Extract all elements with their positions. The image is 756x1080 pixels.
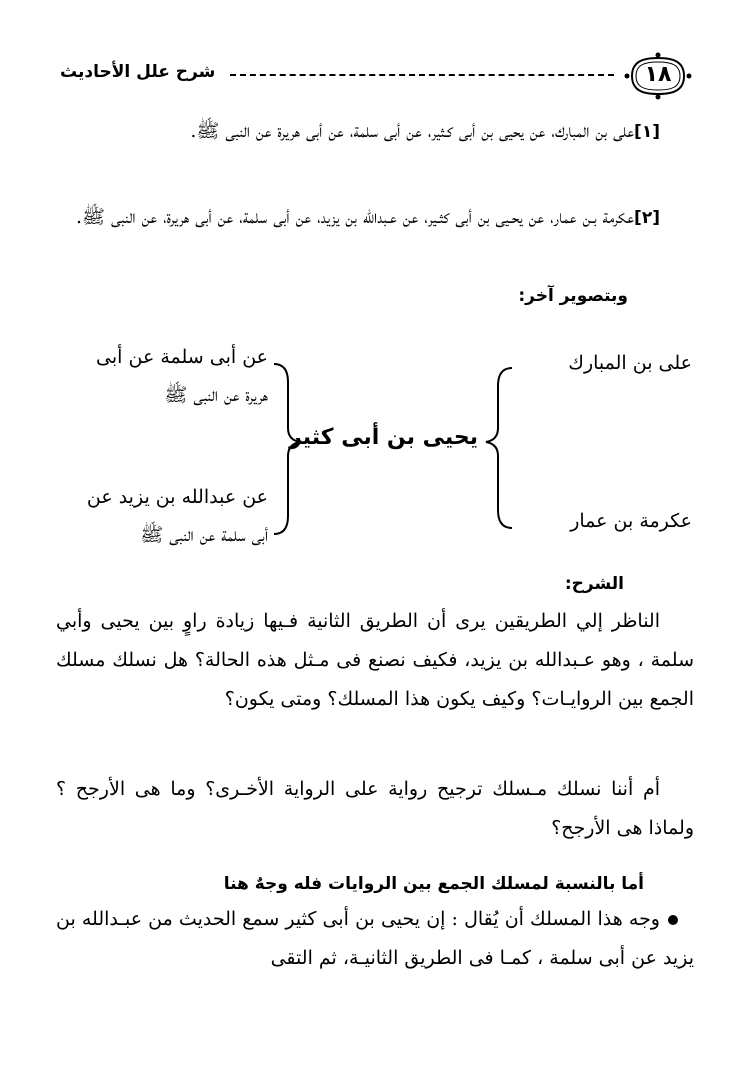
route-2-line-2: أبى سلمة عن النبى ﷺ (140, 524, 268, 546)
page-header (60, 52, 694, 100)
page-number-ornament (622, 52, 694, 100)
chain-2 (56, 198, 694, 238)
chain-2-number: [٢] (634, 208, 660, 228)
page-number: ١٨ (644, 62, 672, 87)
chain-1-text: على بن المبارك، عن يحيى بن أبى كـثير، عن أبى سلمة، عن أبى هريرة عن النبى ﷺ. (190, 120, 635, 142)
route-2-line-1: عن عبدالله بن يزيد عن (86, 486, 268, 508)
sharh-paragraph-2-text: أم أننا نسلك مـسلك ترجيح رواية على الرواية الأخـرى؟ وما هى الأرجح ؟ ولماذا هى الأرجح؟ (56, 778, 694, 839)
sharh-paragraph-1 (56, 602, 694, 719)
sharh-paragraph-2 (56, 770, 694, 848)
narrator-yahya: يحيى بن أبى كثير (289, 425, 478, 450)
header-rule (230, 74, 614, 76)
alt-heading: وبتصوير آخر: (518, 286, 628, 306)
chain-1-number: [١] (634, 122, 660, 142)
sharh-heading: الشرح: (564, 574, 624, 594)
chain-1 (56, 112, 694, 152)
narrator-ali: على بن المبارك (568, 352, 692, 374)
bullet-paragraph (56, 900, 694, 978)
jam-heading: أما بالنسبة لمسلك الجمع بين الروايات فله وجهٌ هنا (223, 874, 644, 894)
narrator-ikrima: عكرمة بن عمار (570, 510, 692, 532)
bullet-paragraph-text: وجه هذا المسلك أن يُقال : إن يحيى بن أبى كثير سمع الحديث من عبـدالله بن يزيد عن أبى سلمة ، كمـا فى الطريق الثانيـة، ثم التقى (56, 908, 694, 969)
bullet-icon (668, 915, 678, 925)
route-1-line-1: عن أبى سلمة عن أبى (96, 346, 268, 368)
sharh-paragraph-1-text: الناظر إلي الطريقين يرى أن الطريق الثانية فـيها زيادة راوٍ بين يحيى وأبي سلمة ، وهو عـبدالله بن يزيد، فكيف نصنع فى مـثل هذه الحالة؟ هل نسلك مسلك الجمع بين الروايـات؟ وكيف يكون هذا المسلك؟ ومتى يكون؟ (56, 610, 694, 710)
chain-2-text: عكرمة بـن عمار، عن يحـيى بن أبى كثـير، عن عـبدالله بن يزيد، عن أبى سلمة، عن أبى هريرة، عن النبى ﷺ. (76, 206, 635, 228)
running-title: شرح علل الأحاديث (60, 62, 216, 82)
isnad-diagram (50, 330, 700, 560)
route-1-line-2: هريرة عن النبى ﷺ (164, 384, 268, 406)
